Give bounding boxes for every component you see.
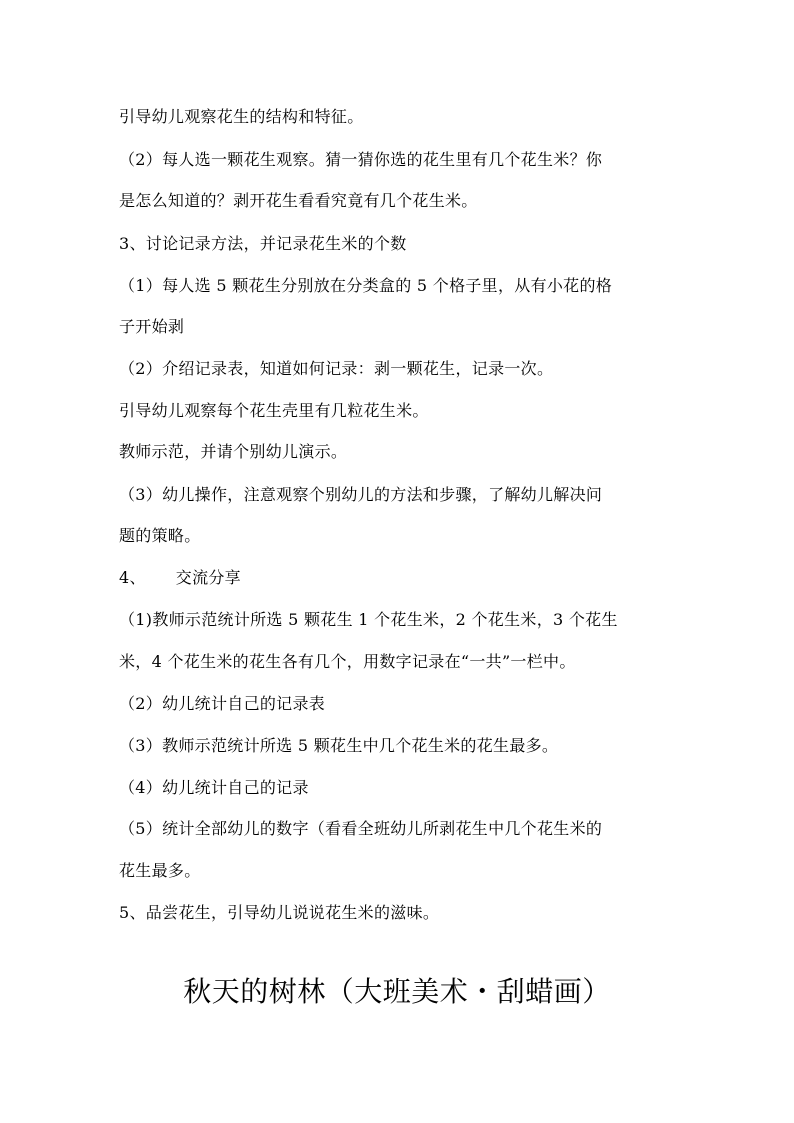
paragraph-line-17: （4）幼儿统计自己的记录 [119, 778, 309, 797]
section-number: 4、 [119, 568, 146, 587]
paragraph-line-13: （1)教师示范统计所选 5 颗花生 1 个花生米，2 个花生米，3 个花生 [119, 610, 618, 629]
paragraph-line-1: 引导幼儿观察花生的结构和特征。 [119, 107, 364, 126]
paragraph-line-15: （2）幼儿统计自己的记录表 [119, 694, 326, 713]
paragraph-line-2: （2）每人选一颗花生观察。猜一猜你选的花生里有几个花生米？你 [119, 150, 603, 169]
section-heading-4 [119, 568, 689, 588]
section-heading-5: 5、品尝花生，引导幼儿说说花生米的滋味。 [119, 903, 440, 922]
paragraph-line-9: 教师示范，并请个别幼儿演示。 [119, 442, 348, 461]
paragraph-line-5: （1）每人选 5 颗花生分别放在分类盒的 5 个格子里，从有小花的格 [119, 276, 613, 295]
lesson-title: 秋天的树林（大班美术・刮蜡画） [183, 975, 611, 1008]
paragraph-line-6: 子开始剥 [119, 317, 185, 336]
paragraph-line-14: 米，4 个花生米的花生各有几个，用数字记录在“一共”一栏中。 [119, 652, 576, 671]
section-label: 交流分享 [175, 568, 241, 587]
paragraph-line-7: （2）介绍记录表，知道如何记录：剥一颗花生，记录一次。 [119, 359, 554, 378]
paragraph-line-11: 题的策略。 [119, 526, 201, 545]
section-heading-3: 3、讨论记录方法，并记录花生米的个数 [119, 234, 407, 253]
paragraph-line-8: 引导幼儿观察每个花生壳里有几粒花生米。 [119, 401, 429, 420]
paragraph-line-3: 是怎么知道的？剥开花生看看究竟有几个花生米。 [119, 191, 478, 210]
paragraph-line-19: 花生最多。 [119, 861, 201, 880]
paragraph-line-16: （3）教师示范统计所选 5 颗花生中几个花生米的花生最多。 [119, 736, 559, 755]
paragraph-line-10: （3）幼儿操作，注意观察个别幼儿的方法和步骤，了解幼儿解决问 [119, 485, 603, 504]
paragraph-line-18: （5）统计全部幼儿的数字（看看全班幼儿所剥花生中几个花生米的 [119, 819, 603, 838]
